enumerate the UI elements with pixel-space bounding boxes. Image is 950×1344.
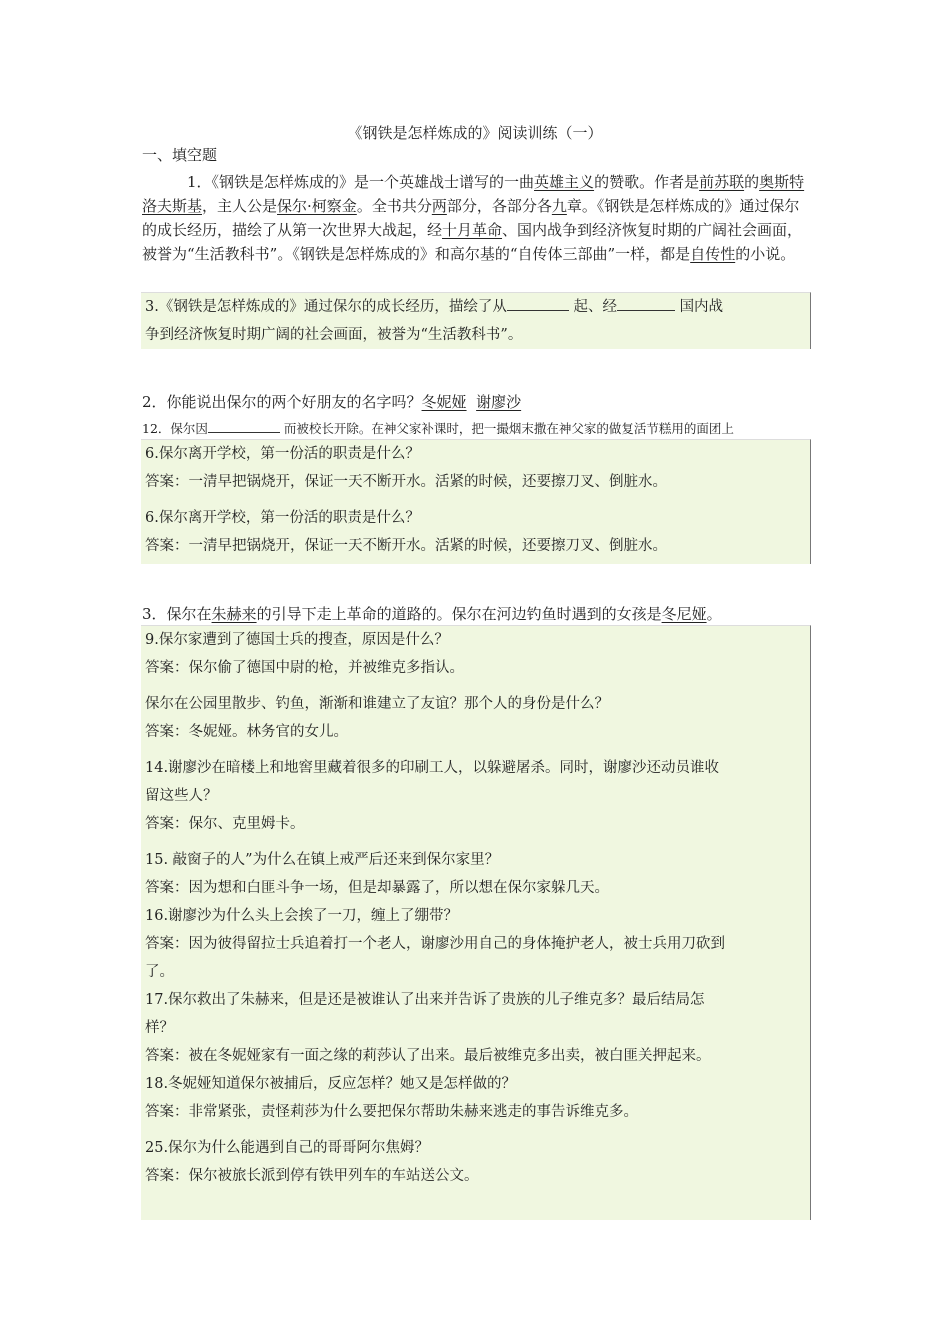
question-1-paragraph: 1．《钢铁是怎样炼成的》是一个英雄战士谱写的一曲英雄主义的赞歌。作者是前苏联的奥斯特洛夫斯基，主人公是保尔·柯察金。全书共分两部分，各部分各九章。《钢铁是怎样炼成的》通过保尔的成长经历，描绘了从第一次世界大战起，经十月革命、国内战争到经济恢复时期的广阔社会画面，被誉为“生活教科书”。《钢铁是怎样炼成的》和高尔基的“自传体三部曲”一样，都是自传性的小说。 [142,173,805,263]
answer-tonya: 冬尼娅 [661,605,707,623]
document-title: 《钢铁是怎样炼成的》阅读训练（一） [347,124,603,142]
fill-blank [617,296,675,311]
question-3: 3．保尔在朱赫来的引导下走上革命的道路的。保尔在河边钓鱼时遇到的女孩是冬尼娅。 [142,605,722,623]
answer-parts: 两 [431,197,447,215]
answer-author: 奥斯特洛夫斯基 [142,173,805,215]
answer-protagonist: 保尔·柯察金 [277,197,357,215]
answer-october-revolution: 十月革命 [442,221,503,239]
question-12: 12．保尔因 而被校长开除。在神父家补课时，把一撮烟末撒在神父家的做复活节糕用的面团上 [142,421,734,436]
fill-blank [208,421,280,433]
answer-heroism: 英雄主义 [534,173,595,191]
answer-zhukhrai: 朱赫来 [211,605,257,623]
fill-blank [507,296,569,311]
answer-friend-1: 冬妮娅 [421,393,467,411]
answer-autobiographical: 自传性 [690,245,736,263]
highlight-box-2: 6.保尔离开学校，第一份活的职责是什么？ 答案：一清早把锅烧开，保证一天不断开水。活紧的时候，还要擦刀叉、倒脏水。 6.保尔离开学校，第一份活的职责是什么？ 答案：一清早把锅烧开，保证一天不断开水。活紧的时候，还要擦刀叉、倒脏水。 [141,439,811,564]
highlight-box-3: 9.保尔家遭到了德国士兵的搜查，原因是什么？ 答案：保尔偷了德国中尉的枪，并被维克多指认。 保尔在公园里散步、钓鱼，渐渐和谁建立了友谊？那个人的身份是什么？ 答案：冬妮娅。林务官的女儿。 14.谢廖沙在暗楼上和地窖里藏着很多的印刷工人，以躲避屠杀。同时，谢廖沙还动员谁收 留这些人？ 答案：保尔、克里姆卡。 15. 敲窗子的人”为什么在镇上戒严后还来到保尔家里？ 答案：因为想和白匪斗争一场，但是却暴露了，所以想在保尔家躲几天。 16.谢廖沙为什么头上会挨了一刀，缠上了绷带？ 答案：因为彼得留拉士兵追着打一个老人，谢廖沙用自己的身体掩护老人，被士兵用刀砍到 了。 17.保尔救出了朱赫来，但是还是被谁认了出来并告诉了贵族的儿子维克多？最后结局怎 样？ 答案：被在冬妮娅家有一面之缘的莉莎认了出来。最后被维克多出卖，被白匪关押起来。 18.冬妮娅知道保尔被捕后，反应怎样？她又是怎样做的？ 答案：非常紧张，责怪莉莎为什么要把保尔帮助朱赫来逃走的事告诉维克多。 25.保尔为什么能遇到自己的哥哥阿尔焦姆？ 答案：保尔被旅长派到停有铁甲列车的车站送公文。 [141,625,811,1220]
answer-friend-2: 谢廖沙 [476,393,522,411]
section-heading: 一、填空题 [142,146,218,164]
question-2: 2．你能说出保尔的两个好朋友的名字吗？冬妮娅 谢廖沙 [142,393,522,411]
highlight-box-1: 3.《钢铁是怎样炼成的》通过保尔的成长经历，描绘了从 起、经 国内战 争到经济恢复时期广阔的社会画面，被誉为“生活教科书”。 [141,292,811,349]
answer-chapters: 九 [551,197,567,215]
answer-soviet: 前苏联 [699,173,745,191]
